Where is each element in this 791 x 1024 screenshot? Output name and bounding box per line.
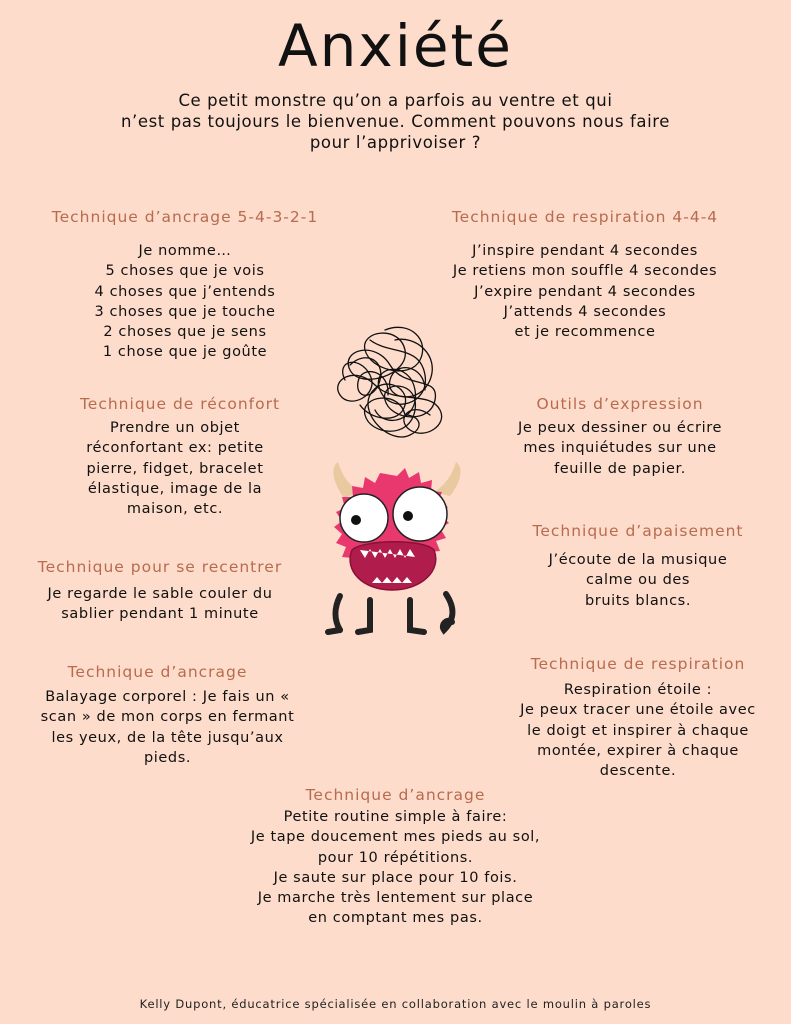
heading-ancrage-corps: Technique d’ancrage bbox=[67, 663, 248, 681]
text-line: les yeux, de la tête jusqu’aux bbox=[51, 729, 284, 746]
text-line: Je retiens mon souffle 4 secondes bbox=[452, 263, 718, 280]
text-line: 1 chose que je goûte bbox=[102, 344, 268, 361]
text-line: bruits blancs. bbox=[584, 592, 692, 609]
text-line: Je tape doucement mes pieds au sol, bbox=[250, 829, 541, 846]
heading-ancrage-routine: Technique d’ancrage bbox=[305, 786, 486, 804]
text-line: Je regarde le sable couler du bbox=[47, 586, 273, 602]
body-ancrage-corps bbox=[15, 687, 320, 768]
heading-respiration-etoile: Technique de respiration bbox=[530, 655, 746, 673]
text-line: sablier pendant 1 minute bbox=[61, 606, 259, 623]
right-horn bbox=[434, 462, 461, 496]
page-title: Anxiété bbox=[278, 12, 513, 80]
left-pupil bbox=[351, 515, 361, 525]
text-line: Je peux dessiner ou écrire bbox=[518, 420, 722, 436]
text-line: feuille de papier. bbox=[554, 460, 686, 477]
text-line: calme ou des bbox=[585, 572, 691, 589]
text-line: Je nomme… bbox=[138, 243, 232, 259]
text-line: Prendre un objet bbox=[110, 420, 240, 436]
heading-recentrer: Technique pour se recentrer bbox=[37, 558, 283, 576]
right-pupil bbox=[403, 511, 413, 521]
text-line: le doigt et inspirer à chaque bbox=[527, 722, 749, 739]
body-apaisement bbox=[500, 550, 776, 611]
text-line: scan » de mon corps en fermant bbox=[40, 709, 295, 726]
intro-line: Ce petit monstre qu’on a parfois au ventre et qui bbox=[178, 91, 613, 110]
text-line: 4 choses que j’entends bbox=[94, 283, 276, 300]
text-line: Je peux tracer une étoile avec bbox=[520, 702, 756, 719]
text-line: 5 choses que je vois bbox=[105, 263, 265, 280]
text-line: réconfortant ex: petite bbox=[86, 440, 264, 457]
text-line: montée, expirer à chaque bbox=[537, 742, 739, 759]
text-line: Je saute sur place pour 10 fois. bbox=[273, 869, 518, 886]
right-eye bbox=[393, 487, 447, 541]
text-line: 3 choses que je touche bbox=[94, 303, 276, 320]
monster-icon bbox=[312, 458, 484, 638]
heading-apaisement: Technique d’apaisement bbox=[532, 522, 744, 540]
intro-text bbox=[60, 90, 731, 153]
body-reconfort bbox=[20, 418, 330, 519]
heading-ancrage-54321: Technique d’ancrage 5-4-3-2-1 bbox=[51, 208, 319, 226]
intro-line: pour l’apprivoiser ? bbox=[309, 133, 482, 152]
text-line: J’expire pendant 4 secondes bbox=[474, 283, 696, 300]
heading-expression: Outils d’expression bbox=[536, 395, 704, 413]
text-line: J’attends 4 secondes bbox=[503, 303, 667, 320]
text-line: en comptant mes pas. bbox=[308, 910, 483, 927]
text-line: Respiration étoile : bbox=[563, 682, 713, 698]
text-line: mes inquiétudes sur une bbox=[523, 440, 717, 457]
text-line: pierre, fidget, bracelet bbox=[86, 460, 264, 477]
left-eye bbox=[340, 494, 388, 542]
body-respiration-444 bbox=[415, 241, 755, 342]
text-line: J’écoute de la musique bbox=[548, 552, 728, 568]
body-recentrer bbox=[15, 584, 305, 625]
text-line: 2 choses que je sens bbox=[103, 324, 267, 341]
text-line: et je recommence bbox=[514, 324, 656, 341]
text-line: maison, etc. bbox=[126, 501, 224, 518]
text-line: élastique, image de la bbox=[87, 480, 263, 497]
text-line: Je marche très lentement sur place bbox=[257, 890, 534, 907]
scribble-icon bbox=[330, 320, 455, 450]
body-respiration-etoile bbox=[490, 680, 786, 781]
intro-line: n’est pas toujours le bienvenue. Comment pouvons nous faire bbox=[120, 112, 671, 131]
text-line: J’inspire pendant 4 secondes bbox=[472, 243, 698, 259]
text-line: pour 10 répétitions. bbox=[317, 849, 474, 866]
heading-respiration-444: Technique de respiration 4-4-4 bbox=[451, 208, 719, 226]
heading-reconfort: Technique de réconfort bbox=[79, 395, 281, 413]
text-line: Petite routine simple à faire: bbox=[283, 809, 508, 825]
text-line: pieds. bbox=[143, 749, 192, 766]
text-line: Balayage corporel : Je fais un « bbox=[45, 689, 290, 705]
text-line: descente. bbox=[599, 763, 677, 780]
footer-credit: Kelly Dupont, éducatrice spécialisée en collaboration avec le moulin à paroles bbox=[139, 997, 652, 1011]
body-expression bbox=[470, 418, 770, 479]
body-ancrage-54321 bbox=[20, 241, 350, 363]
body-ancrage-routine bbox=[200, 807, 591, 929]
monster-legs bbox=[328, 594, 453, 632]
